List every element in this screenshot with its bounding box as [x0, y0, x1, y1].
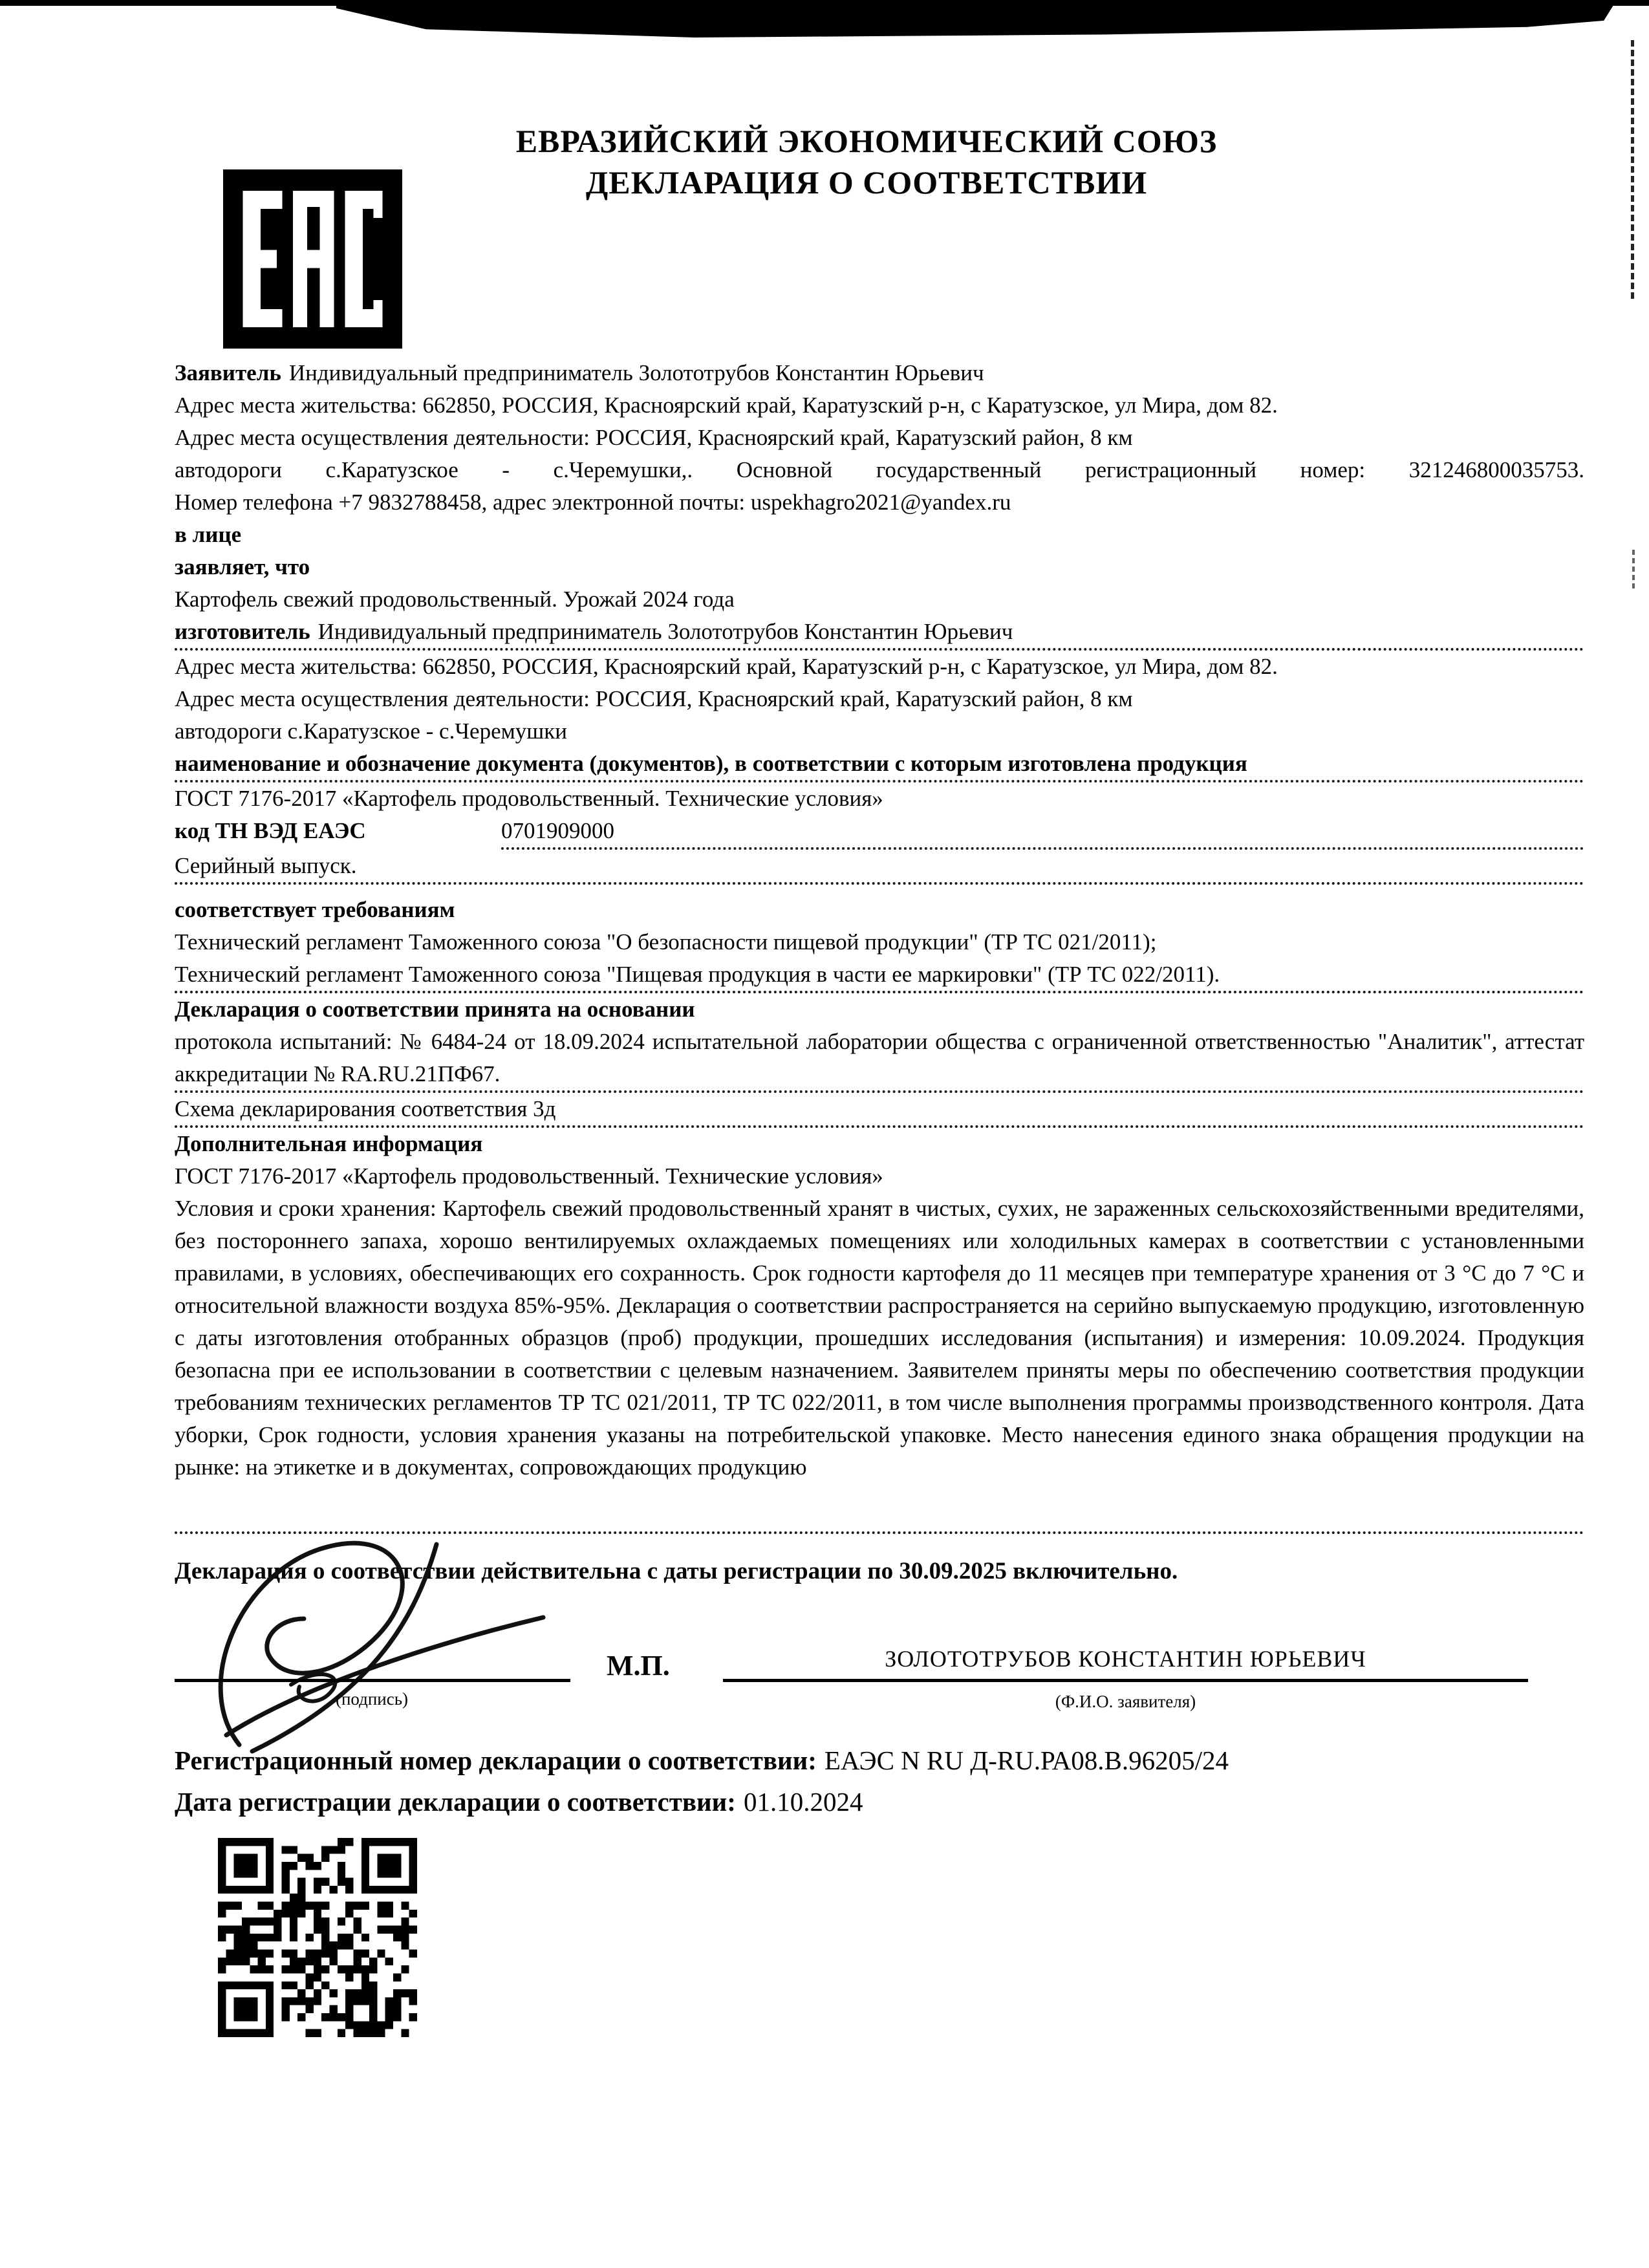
applicant-line: [175, 357, 1584, 389]
validity-line: Декларация о соответствии действительна с даты регистрации по 30.09.2025 включительно.: [175, 1558, 1178, 1584]
in-person-line: в лице: [175, 522, 242, 547]
manufacturer-name: Индивидуальный предприниматель Золототрубов Константин Юрьевич: [318, 619, 1013, 644]
tnved-label: код ТН ВЭД ЕАЭС: [175, 818, 366, 843]
fio-caption: (Ф.И.О. заявителя): [1055, 1692, 1196, 1711]
signature-caption: (подпись): [335, 1689, 409, 1709]
basis-heading: Декларация о соответствии принята на основании: [175, 997, 695, 1022]
compliance-heading: соответствует требованиям: [175, 897, 455, 922]
additional-info-heading: Дополнительная информация: [175, 1131, 483, 1156]
scheme-line: Схема декларирования соответствия 3д: [175, 1093, 1584, 1128]
document-body: [175, 357, 1584, 1484]
manufacturer-activity-address-2: автодороги с.Каратузское - с.Черемушки: [175, 718, 567, 744]
applicant-activity-address-1: Адрес места осуществления деятельности: РОССИЯ, Красноярский край, Каратузский район, 8 км: [175, 425, 1133, 450]
manufacturer-activity-address-1: Адрес места осуществления деятельности: РОССИЯ, Красноярский край, Каратузский район, 8 км: [175, 686, 1133, 711]
scan-artifact-right-dashes: [1631, 40, 1634, 299]
scan-artifact-top-band: [336, 0, 1617, 38]
handwritten-signature: [165, 1522, 611, 1761]
product-name: Картофель свежий продовольственный. Урожай 2024 года: [175, 587, 735, 612]
title-doc-type: ДЕКЛАРАЦИЯ О СООТВЕТСТВИИ: [585, 164, 1148, 200]
docs-heading: наименование и обозначение документа (документов), в соответствии с которым изготовлена продукция: [175, 748, 1584, 783]
fio-line: [723, 1679, 1528, 1682]
registration-number-label: Регистрационный номер декларации о соответствии:: [175, 1745, 817, 1775]
serial-line: Серийный выпуск.: [175, 850, 1584, 885]
stamp-place-label: М.П.: [607, 1650, 670, 1681]
tnved-code: 0701909000: [501, 815, 1584, 850]
qr-code: [218, 1838, 417, 2037]
basis-paragraph: протокола испытаний: № 6484-24 от 18.09.2024 испытательной лаборатории общества с ограниченной ответственностью "Аналитик", аттестат аккредитации № RA.RU.21ПФ67.: [175, 1026, 1584, 1093]
registration-date-line: [175, 1786, 863, 1817]
applicant-residence-address: Адрес места жительства: 662850, РОССИЯ, Красноярский край, Каратузский р-н, с Каратузское, ул Мира, дом 82.: [175, 393, 1278, 418]
registration-date-value: 01.10.2024: [743, 1787, 863, 1817]
gost-line: ГОСТ 7176-2017 «Картофель продовольственный. Технические условия»: [175, 786, 883, 811]
signature-section: [175, 1531, 1584, 2113]
declares-line: заявляет, что: [175, 554, 310, 579]
registration-number-value: ЕАЭС N RU Д-RU.РА08.В.96205/24: [824, 1745, 1229, 1775]
applicant-activity-address-2: автодороги с.Каратузское - с.Черемушки,. Основной государственный регистрационный номер: 321246800035753.: [175, 457, 1584, 482]
tech-regulation-2: Технический регламент Таможенного союза "Пищевая продукция в части ее маркировки" (ТР ТС 022/2011).: [175, 958, 1584, 993]
eac-logo: [223, 169, 402, 349]
additional-paragraph: Условия и сроки хранения: Картофель свежий продовольственный хранят в чистых, сухих, не зараженных сельскохозяйственными вредителями, без постороннего запаха, хорошо вентилируемых охлаждаемых помещениях или холодильных камерах в соответствии с установленными правилами, в условиях, обеспечивающих его сохранность. Срок годности картофеля до 11 месяцев при температуре хранения от 3 °С до 7 °С и относительной влажности воздуха 85%-95%. Декларация о соответствии распространяется на серийно выпускаемую продукцию, изготовленную с даты изготовления отобранных образцов (проб) продукции, прошедших исследования (испытания) и измерения: 10.09.2024. Продукция безопасна при ее использовании в соответствии с целевым назначением. Заявителем приняты меры по обеспечению соответствия продукции требованиям технических регламентов ТР ТС 021/2011, ТР ТС 022/2011, в том числе выполнения программы производственного контроля. Дата уборки, Срок годности, условия хранения указаны на потребительской упаковке. Место нанесения единого знака обращения продукции на рынке: на этикетке и в документах, сопровождающих продукцию: [175, 1196, 1584, 1480]
applicant-label: Заявитель: [175, 360, 281, 385]
signature-line: [175, 1679, 570, 1682]
tech-regulation-1: Технический регламент Таможенного союза "О безопасности пищевой продукции" (ТР ТС 021/2011);: [175, 929, 1157, 955]
scan-artifact-right-dashes-2: [1632, 550, 1635, 589]
additional-gost-line: ГОСТ 7176-2017 «Картофель продовольственный. Технические условия»: [175, 1163, 883, 1189]
manufacturer-residence-address: Адрес места жительства: 662850, РОССИЯ, Красноярский край, Каратузский р-н, с Каратузское, ул Мира, дом 82.: [175, 654, 1278, 679]
applicant-fio: ЗОЛОТОТРУБОВ КОНСТАНТИН ЮРЬЕВИЧ: [885, 1646, 1366, 1672]
applicant-phone-email: Номер телефона +7 9832788458, адрес электронной почты: uspekhagro2021@yandex.ru: [175, 490, 1011, 515]
title-union: ЕВРАЗИЙСКИЙ ЭКОНОМИЧЕСКИЙ СОЮЗ: [515, 123, 1218, 159]
registration-date-label: Дата регистрации декларации о соответствии:: [175, 1787, 736, 1817]
manufacturer-label: изготовитель: [175, 619, 310, 644]
document-title: [401, 120, 1332, 203]
registration-number-line: [175, 1745, 1229, 1776]
applicant-name: Индивидуальный предприниматель Золототрубов Константин Юрьевич: [288, 360, 984, 385]
manufacturer-line: [175, 616, 1584, 651]
tnved-row: [175, 815, 1584, 850]
